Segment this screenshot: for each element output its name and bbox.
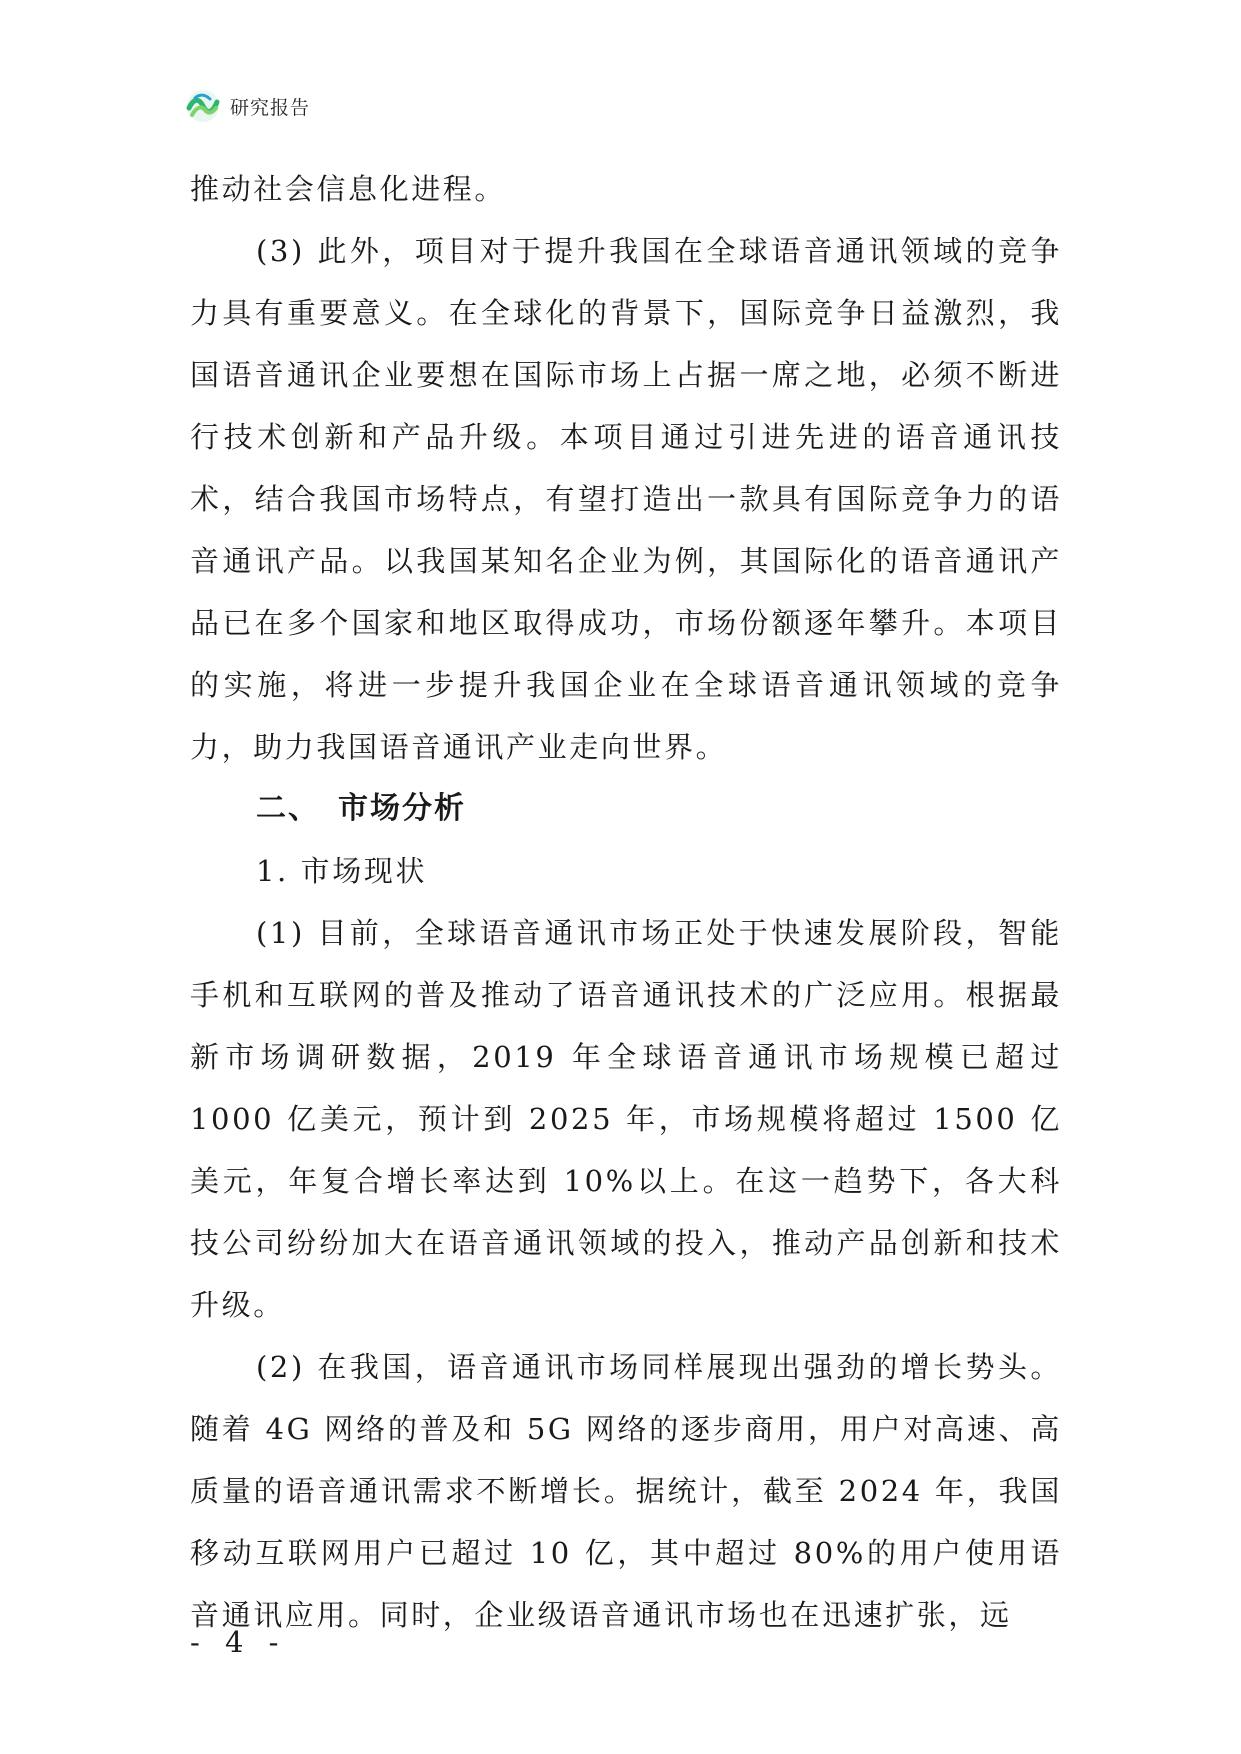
section-title: 市场分析 xyxy=(338,791,466,826)
report-label: 研究报告 xyxy=(230,96,311,119)
paragraph-competitiveness: (3) 此外，项目对于提升我国在全球语音通讯领域的竞争力具有重要意义。在全球化的背景下，国际竞争日益激烈，我国语音通讯企业要想在国际市场上占据一席之地，必须不断进行技术创新和产品升级。本项目通过引进先进的语音通讯技术，结合我国市场特点，有望打造出一款具有国际竞争力的语音通讯产品。以我国某知名企业为例，其国际化的语音通讯产品已在多个国家和地区取得成功，市场份额逐年攀升。本项目的实施，将进一步提升我国企业在全球语音通讯领域的竞争力，助力我国语音通讯产业走向世界。 xyxy=(190,234,1062,764)
paragraph-global-market: (1) 目前，全球语音通讯市场正处于快速发展阶段，智能手机和互联网的普及推动了语音通讯技术的广泛应用。根据最新市场调研数据，2019 年全球语音通讯市场规模已超过 1000 亿美元，预计到 2025 年，市场规模将超过 1500 亿美元，年复合增长率达到 10%以上。在这一趋势下，各大科技公司纷纷加大在语音通讯领域的投入，推动产品创新和技术升级。 xyxy=(190,916,1062,1322)
section-number: 二、 xyxy=(256,791,320,826)
page-header xyxy=(185,88,310,124)
paragraph-continuation: 推动社会信息化进程。 xyxy=(190,172,507,206)
report-logo-icon xyxy=(185,88,221,124)
section-heading xyxy=(190,778,1062,840)
paragraph-domestic-market: (2) 在我国，语音通讯市场同样展现出强劲的增长势头。随着 4G 网络的普及和 5G 网络的逐步商用，用户对高速、高质量的语音通讯需求不断增长。据统计，截至 2024 年，我国移动互联网用户已超过 10 亿，其中超过 80%的用户使用语音通讯应用。同时，企业级语音通讯市场也在迅速扩张，远 xyxy=(190,1350,1062,1632)
subsection-heading: 1. 市场现状 xyxy=(256,854,428,888)
document-body xyxy=(190,158,1062,1646)
page-number: - 4 - xyxy=(190,1625,287,1659)
